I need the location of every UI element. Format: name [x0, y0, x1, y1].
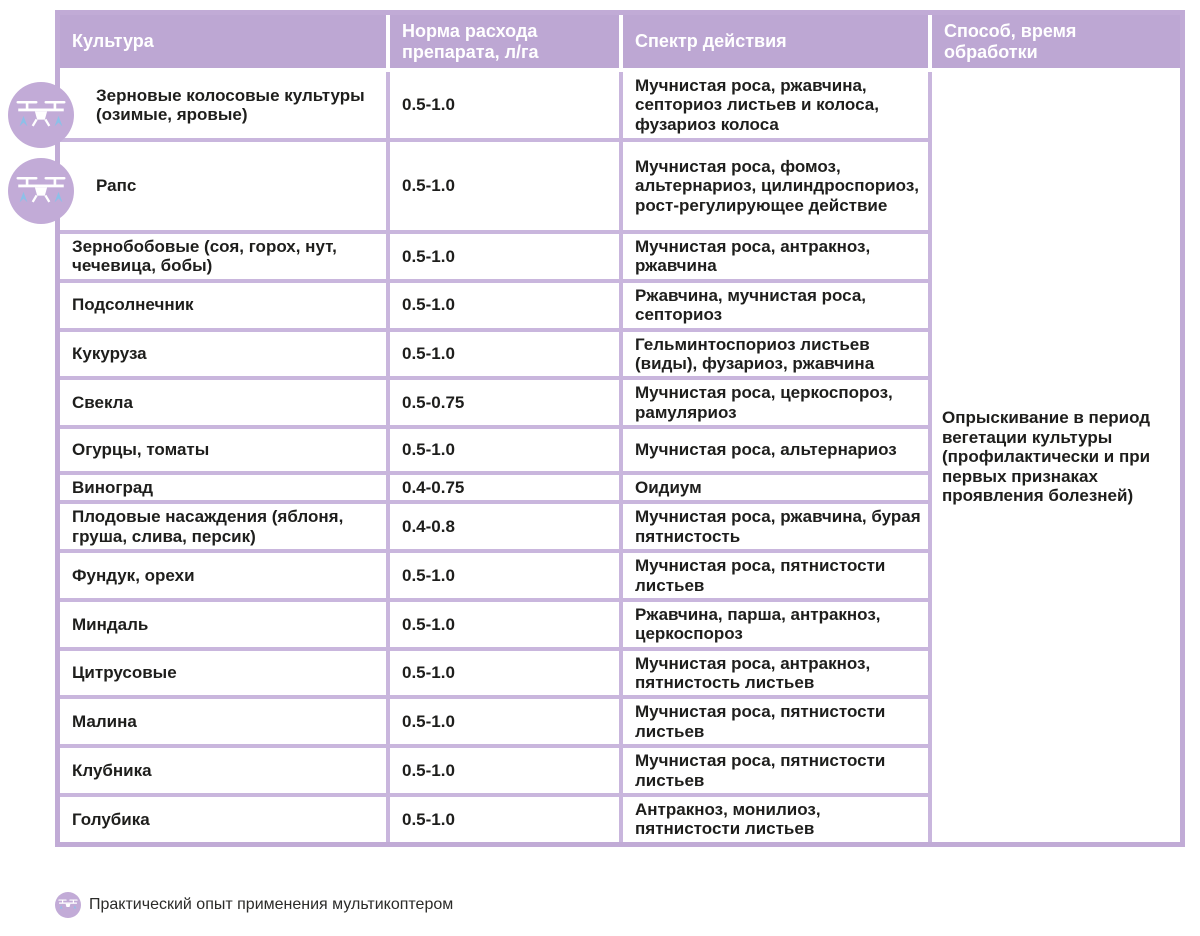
- culture-cell: Цитрусовые: [60, 647, 386, 696]
- column-header-culture: Культура: [60, 15, 386, 72]
- application-rates-table: [55, 10, 1185, 847]
- spectrum-cell: Мучнистая роса, пятнистости листьев: [619, 695, 928, 744]
- culture-cell: Голубика: [60, 793, 386, 842]
- culture-cell: Зерновые колосовые культуры (озимые, яровые): [60, 72, 386, 138]
- culture-cell: Рапс: [60, 138, 386, 230]
- rate-cell: 0.4-0.75: [386, 471, 619, 500]
- spectrum-cell: Гельминтоспориоз листьев (виды), фузариоз, ржавчина: [619, 328, 928, 377]
- column-header-method: Способ, время обработки: [928, 15, 1180, 72]
- rate-cell: 0.5-1.0: [386, 328, 619, 377]
- column-header-spectrum: Спектр действия: [619, 15, 928, 72]
- rate-cell: 0.5-1.0: [386, 72, 619, 138]
- spectrum-cell: Мучнистая роса, пятнистости листьев: [619, 549, 928, 598]
- culture-cell: Зернобобовые (соя, горох, нут, чечевица, бобы): [60, 230, 386, 279]
- table-row: [60, 72, 1180, 138]
- rate-cell: 0.5-1.0: [386, 695, 619, 744]
- rate-cell: 0.5-1.0: [386, 279, 619, 328]
- rate-cell: 0.5-1.0: [386, 598, 619, 647]
- method-merged-cell: Опрыскивание в период вегетации культуры (профилактически и при первых признаках проявления болезней): [928, 72, 1180, 842]
- rate-cell: 0.5-1.0: [386, 647, 619, 696]
- culture-cell: Кукуруза: [60, 328, 386, 377]
- legend: [55, 891, 453, 919]
- culture-cell: Миндаль: [60, 598, 386, 647]
- spectrum-cell: Антракноз, монилиоз, пятнистости листьев: [619, 793, 928, 842]
- spectrum-cell: Оидиум: [619, 471, 928, 500]
- culture-cell: Свекла: [60, 376, 386, 425]
- spectrum-cell: Мучнистая роса, ржавчина, септориоз листьев и колоса, фузариоз колоса: [619, 72, 928, 138]
- culture-cell: Плодовые насаждения (яблоня, груша, слива, персик): [60, 500, 386, 549]
- legend-text: Практический опыт применения мультикоптером: [89, 896, 454, 913]
- rate-cell: 0.5-1.0: [386, 744, 619, 793]
- rate-cell: 0.5-1.0: [386, 138, 619, 230]
- culture-cell: Виноград: [60, 471, 386, 500]
- spectrum-cell: Мучнистая роса, пятнистости листьев: [619, 744, 928, 793]
- spectrum-cell: Ржавчина, парша, антракноз, церкоспороз: [619, 598, 928, 647]
- spectrum-cell: Мучнистая роса, фомоз, альтернариоз, цилиндроспориоз, рост-регулирующее действие: [619, 138, 928, 230]
- rate-cell: 0.5-0.75: [386, 376, 619, 425]
- spectrum-cell: Мучнистая роса, альтернариоз: [619, 425, 928, 471]
- culture-cell: Подсолнечник: [60, 279, 386, 328]
- culture-cell: Малина: [60, 695, 386, 744]
- spectrum-cell: Мучнистая роса, церкоспороз, рамуляриоз: [619, 376, 928, 425]
- culture-cell: Огурцы, томаты: [60, 425, 386, 471]
- spectrum-cell: Ржавчина, мучнистая роса, септориоз: [619, 279, 928, 328]
- multicopter-icon: [8, 82, 74, 148]
- column-header-rate: Норма расхода препарата, л/га: [386, 15, 619, 72]
- rate-cell: 0.5-1.0: [386, 793, 619, 842]
- spectrum-cell: Мучнистая роса, ржавчина, бурая пятнистость: [619, 500, 928, 549]
- rate-cell: 0.4-0.8: [386, 500, 619, 549]
- spectrum-cell: Мучнистая роса, антракноз, ржавчина: [619, 230, 928, 279]
- culture-cell: Фундук, орехи: [60, 549, 386, 598]
- multicopter-legend-icon: [55, 892, 81, 918]
- multicopter-icon: [8, 158, 74, 224]
- table-header-row: [60, 15, 1180, 72]
- culture-cell: Клубника: [60, 744, 386, 793]
- spectrum-cell: Мучнистая роса, антракноз, пятнистость листьев: [619, 647, 928, 696]
- rate-cell: 0.5-1.0: [386, 230, 619, 279]
- rate-cell: 0.5-1.0: [386, 549, 619, 598]
- rate-cell: 0.5-1.0: [386, 425, 619, 471]
